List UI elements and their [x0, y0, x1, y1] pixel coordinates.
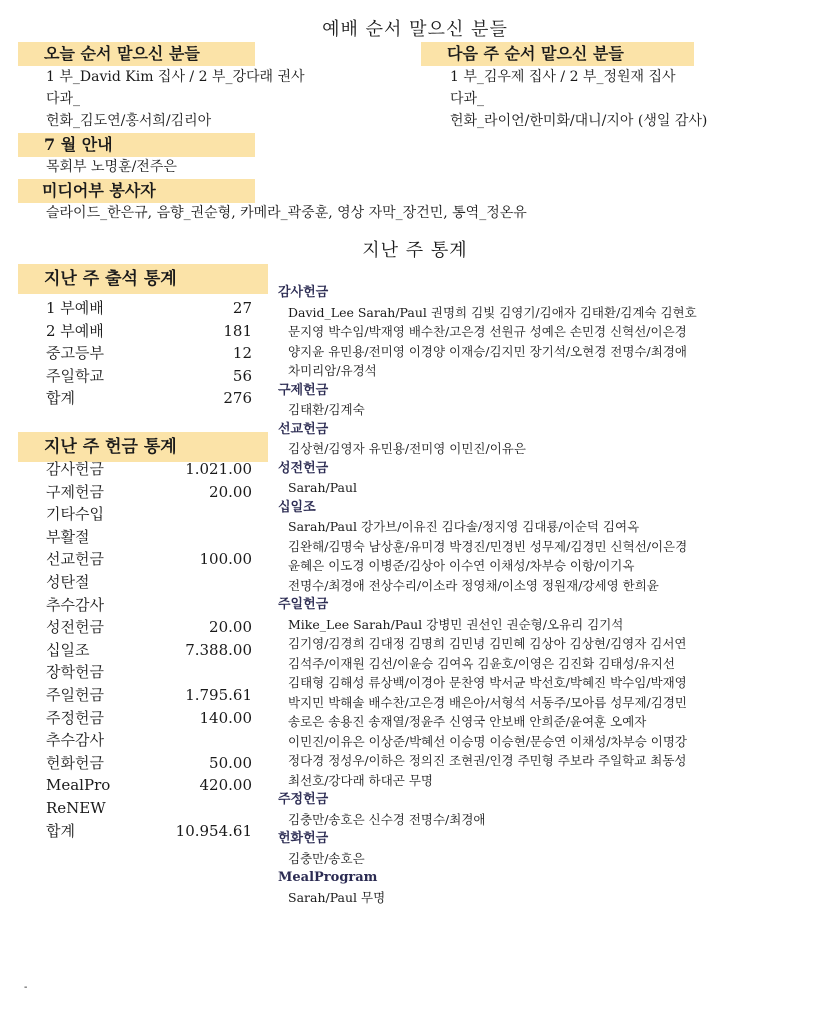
row-value: 27 — [232, 299, 252, 317]
donor-line: 박지민 박해솔 배수찬/고은경 배은아/서형석 서동주/모아름 성무제/김경민 — [288, 694, 687, 710]
offering-row — [18, 752, 252, 775]
july-header: 7 월 안내 — [18, 133, 255, 157]
row-value: 100.00 — [199, 550, 252, 569]
donor-line: 김충만/송호은 신수경 전명수/최경애 — [288, 811, 486, 827]
row-label: MealPro — [46, 776, 111, 795]
row-label: 성탄절 — [46, 572, 90, 591]
offering-row — [18, 707, 252, 730]
row-label: 주일헌금 — [46, 685, 104, 704]
donor-category: 헌화헌금 — [278, 831, 329, 846]
page-title: 예배 순서 말으신 분들 — [322, 19, 508, 40]
stats-title: 지난 주 통계 — [362, 240, 468, 261]
donor-category: 선교헌금 — [278, 421, 329, 437]
july-line: 목회부 노명훈/전주은 — [46, 159, 177, 175]
row-value: 7.388.00 — [185, 640, 252, 659]
row-label: 합계 — [46, 821, 75, 840]
row-value: 1.021.00 — [185, 460, 252, 478]
donor-category: 감사헌금 — [278, 285, 329, 300]
row-label: 중고등부 — [46, 344, 104, 363]
donor-line: 김상현/김영자 유민용/전미영 이민진/이유은 — [288, 441, 526, 456]
donor-line: 양지윤 유민용/전미영 이경양 이재승/김지민 장기석/오현경 전명수/최경애 — [288, 343, 687, 359]
offering-row — [18, 774, 252, 797]
row-value: 56 — [232, 366, 252, 385]
row-value: 20.00 — [209, 482, 252, 501]
offering-table — [18, 458, 252, 842]
donor-line: 김기영/김경희 김대정 김명희 김민녕 김민혜 김상아 김상현/김영자 김서연 — [288, 636, 687, 651]
row-value: 1.795.61 — [185, 685, 252, 704]
donor-line: 김태형 김해성 류상백/이경아 문찬영 박서균 박선호/박혜진 박수임/박재영 — [288, 675, 687, 690]
donor-category: 주정헌금 — [278, 792, 329, 807]
donor-line: David_Lee Sarah/Paul 권명희 김빛 김영기/김애자 김태환/김계숙 김현호 — [288, 304, 697, 320]
donor-line: Sarah/Paul 무명 — [288, 889, 386, 905]
row-value: 140.00 — [199, 708, 252, 727]
donor-line: 윤혜은 이도경 이병준/김상아 이수연 이채성/차부승 이항/이기옥 — [288, 558, 635, 573]
donor-category: 십일조 — [278, 499, 316, 515]
donor-line: 전명수/최경애 전상수리/이소라 정영채/이소영 정원재/강세영 한희윤 — [288, 577, 659, 593]
offering-row — [18, 820, 252, 843]
donor-line: 최선호/강다래 하대곤 무명 — [288, 772, 433, 788]
row-label: 추수감사 — [46, 731, 104, 750]
row-value: 276 — [223, 389, 252, 408]
row-value: 20.00 — [209, 618, 252, 637]
donor-line: 문지영 박수임/박재영 배수찬/고은경 선원규 성예은 손민경 신혁선/이은경 — [288, 324, 687, 339]
attendance-row — [18, 297, 252, 320]
row-label: 합계 — [46, 389, 75, 408]
today-line: 헌화_김도연/홍서희/김리아 — [46, 113, 212, 129]
donor-line: Sarah/Paul 강가브/이유진 김다솔/정지영 김대룡/이순덕 김여옥 — [288, 519, 640, 534]
media-header: 미디어부 봉사자 — [18, 179, 255, 203]
media-line: 슬라이드_한은규, 음향_권순형, 카메라_곽중훈, 영상 자막_장건민, 통역_정온유 — [46, 205, 527, 221]
today-line: 1 부_David Kim 집사 / 2 부_강다래 권사 — [46, 69, 305, 85]
offering-title: 지난 주 헌금 통계 — [18, 432, 268, 462]
offering-row — [18, 526, 252, 549]
next-line: 헌화_라이언/한미화/대니/지아 (생일 감사) — [450, 113, 708, 129]
offering-row — [18, 503, 252, 526]
donor-category: 주일헌금 — [278, 597, 329, 612]
row-value: 50.00 — [209, 753, 252, 772]
attendance-row — [18, 320, 252, 343]
donor-line: Sarah/Paul — [288, 480, 358, 495]
today-lines — [46, 66, 305, 132]
next-lines — [450, 66, 707, 132]
row-label: 성전헌금 — [46, 618, 104, 637]
offering-row — [18, 797, 252, 820]
row-value: 10.954.61 — [175, 821, 252, 840]
row-label: 주정헌금 — [46, 708, 104, 727]
offering-row — [18, 684, 252, 707]
today-line: 다과_ — [46, 91, 81, 107]
donor-line: 송로은 송용진 송재열/정윤주 신영국 안보배 안희준/윤여훈 오예자 — [288, 714, 647, 729]
attendance-table — [18, 297, 252, 410]
row-label: 추수감사 — [46, 595, 104, 614]
row-label: 선교헌금 — [46, 550, 104, 569]
donor-line: 김완해/김명숙 남상훈/유미경 박경진/민경빈 성무제/김경민 신혁선/이은경 — [288, 538, 688, 554]
donor-line: Mike_Lee Sarah/Paul 강병민 권선인 권순형/오유리 김기석 — [288, 616, 624, 632]
donor-line: 김석주/이재원 김선/이윤승 김여옥 김윤호/이영은 김진화 김태성/유지선 — [288, 655, 675, 671]
row-label: 십일조 — [46, 640, 90, 659]
next-line: 1 부_김우제 집사 / 2 부_정원재 집사 — [450, 69, 676, 85]
offering-row — [18, 458, 252, 481]
row-label: 주일학교 — [46, 366, 104, 385]
offering-row — [18, 548, 252, 571]
donor-line: 김충만/송호은 — [288, 850, 365, 866]
donor-line: 김태환/김계숙 — [288, 402, 365, 417]
row-value: 181 — [223, 321, 252, 340]
offering-row — [18, 661, 252, 684]
donor-category: MealProgram — [278, 870, 378, 885]
donor-line: 정다경 정성우/이하은 정의진 조현권/인경 주민형 주보라 주일학교 최동성 — [288, 753, 687, 768]
row-label: 헌화헌금 — [46, 753, 104, 772]
row-label: ReNEW — [46, 798, 106, 817]
donor-line: 이민진/이유은 이상준/박혜선 이승명 이승현/문승연 이채성/차부승 이명강 — [288, 733, 687, 749]
donor-line: 차미리암/유경석 — [288, 363, 377, 378]
attendance-row — [18, 342, 252, 365]
donor-category: 성전헌금 — [278, 460, 329, 476]
offering-row — [18, 481, 252, 504]
offering-row — [18, 594, 252, 617]
next-line: 다과_ — [450, 91, 485, 107]
offering-row — [18, 571, 252, 594]
row-label: 부활절 — [46, 527, 90, 546]
attendance-title: 지난 주 출석 통계 — [18, 264, 268, 294]
attendance-row — [18, 365, 252, 388]
row-label: 2 부예배 — [46, 321, 104, 340]
row-value: 12 — [232, 344, 252, 363]
donor-category: 구제헌금 — [278, 382, 329, 398]
row-label: 기타수입 — [46, 505, 104, 524]
row-label: 감사헌금 — [46, 460, 104, 478]
offering-row — [18, 729, 252, 752]
attendance-row — [18, 387, 252, 410]
row-label: 1 부예배 — [46, 299, 104, 317]
row-value: 420.00 — [199, 776, 252, 795]
offering-row — [18, 616, 252, 639]
next-header: 다음 주 순서 맡으신 분들 — [421, 42, 694, 66]
row-label: 구제헌금 — [46, 482, 104, 501]
footer-mark: - — [24, 982, 28, 993]
offering-row — [18, 639, 252, 662]
donor-list — [278, 283, 697, 907]
row-label: 장학헌금 — [46, 663, 104, 682]
today-header: 오늘 순서 맡으신 분들 — [18, 42, 255, 66]
